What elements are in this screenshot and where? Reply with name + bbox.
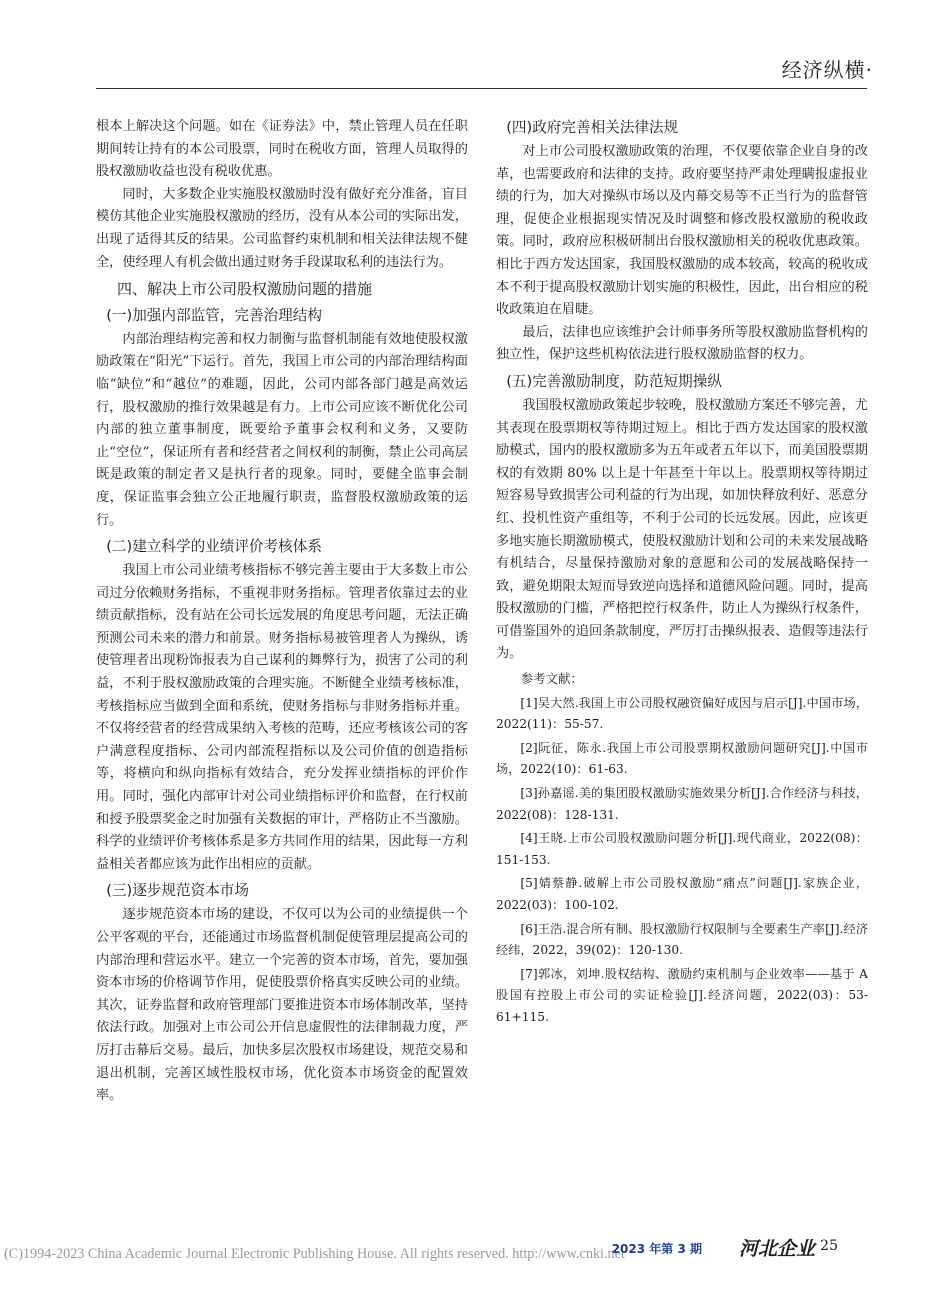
paragraph: 逐步规范资本市场的建设，不仅可以为公司的业绩提供一个公平客观的平台，还能通过市场监督机制促使管理层提高公司的内部治理和营运水平。建立一个完善的资本市场，首先，要加强资本市场的价格调节作用，促使股票价格真实反映公司的业绩。其次，证券监督和政府管理部门要推进资本市场体制改革，坚持依法行政。加强对上市公司公开信息虚假性的法律制裁力度，严厉打击幕后交易。最后，加快多层次股权市场建设，规范交易和退出机制，完善区域性股权市场，优化资本市场资金的配置效率。	[96, 907, 468, 1104]
issue-label	[612, 1240, 702, 1257]
section-heading: 四、解决上市公司股权激励问题的措施	[117, 280, 373, 299]
reference-item: [4]王晓.上市公司股权激励问题分析[J].现代商业，2022(08)：151-153.	[496, 831, 868, 867]
copyright-notice: (C)1994-2023 China Academic Journal Electronic Publishing House. All rights reserved. http://www.cnki.net	[4, 1246, 625, 1262]
subsection-heading: (一)加强内部监管，完善治理结构	[106, 306, 322, 324]
section-title: 经济纵横·	[781, 58, 873, 82]
page-number: 25	[820, 1238, 838, 1254]
paragraph: 我国股权激励政策起步较晚，股权激励方案还不够完善，尤其表现在股票期权等待期过短上。相比于西方发达国家的股权激励模式，国内的股权激励多为五年或者五年以下，而美国股票期权的有效期 80% 以上是十年甚至十年以上。股票期权等待期过短容易导致损害公司利益的行为出现，如加快释放利好、恶意分红、投机性资产重组等，不利于公司的长远发展。因此，应该更多地实施长期激励模式，使股权激励计划和公司的未来发展战略有机结合，尽量保持激励对象的意愿和公司的发展战略保持一致，避免期限太短而导致逆向选择和道德风险问题。同时，提高股权激励的门槛，严格把控行权条件，防止人为操纵行权条件，可借鉴国外的追回条款制度，严厉打击操纵报表、造假等违法行为。	[496, 397, 868, 662]
paragraph: 同时，大多数企业实施股权激励时没有做好充分准备，盲目模仿其他企业实施股权激励的经历，没有从本公司的实际出发，出现了适得其反的结果。公司监督约束机制和相关法律法规不健全，使经理人有机会做出通过财务手段谋取私利的违法行为。	[96, 186, 468, 270]
paragraph: 根本上解决这个问题。如在《证券法》中，禁止管理人员在任职期间转让持有的本公司股票，同时在税收方面，管理人员取得的股权激励收益也没有税收优惠。	[96, 119, 468, 180]
paragraph: 最后，法律也应该维护会计师事务所等股权激励监督机构的独立性，保护这些机构依法进行股权激励监督的权力。	[496, 324, 868, 363]
subsection-heading: (五)完善激励制度，防范短期操纵	[506, 372, 722, 390]
paragraph: 内部治理结构完善和权力制衡与监督机制能有效地使股权激励政策在“阳光”下运行。首先，我国上市公司的内部治理结构面临“缺位”和“越位”的难题，因此，公司内部各部门越是高效运行，股权激励的推行效果越是有力。上市公司应该不断优化公司内部的独立董事制度，既要给予董事会权利和义务，又要防止“空位”，保证所有者和经营者之间权利的制衡，禁止公司高层既是政策的制定者又是执行者的现象。同时，要健全监事会制度，保证监事会独立公正地履行职责，监督股权激励政策的运行。	[96, 331, 468, 528]
reference-item: [2]阮征，陈永.我国上市公司股票期权激励问题研究[J].中国市场，2022(10)：61-63.	[496, 740, 868, 777]
subsection-heading: (四)政府完善相关法律法规	[506, 119, 679, 136]
paragraph: 对上市公司股权激励政策的治理，不仅要依靠企业自身的改革，也需要政府和法律的支持。政府要坚持严肃处理瞒报虚报业绩的行为，加大对操纵市场以及内幕交易等不正当行为的监督管理，促使企业根据现实情况及时调整和修改股权激励的税收政策。同时，政府应积极研制出台股权激励相关的税收优惠政策。相比于西方发达国家，我国股权激励的成本较高，较高的税收成本不利于提高股权激励计划实施的积极性，因此，出台相应的税收政策迫在眉睫。	[496, 144, 868, 318]
paragraph: 我国上市公司业绩考核指标不够完善主要由于大多数上市公司过分依赖财务指标，不重视非财务指标。管理者依靠过去的业绩贡献指标，没有站在公司长远发展的角度思考问题，无法正确预测公司未来的潜力和前景。财务指标易被管理者人为操纵，诱使管理者出现粉饰报表为自己谋利的舞弊行为，损害了公司的利益，不利于股权激励政策的合理实施。不断健全业绩考核标准，考核指标应当做到全面和系统，使财务指标与非财务指标并重。不仅将经营者的经营成果纳入考核的范畴，还应考核该公司的客户满意程度指标、公司内部流程指标以及公司价值的创造指标等，将横向和纵向指标有效结合，充分发挥业绩指标的评价作用。同时，强化内部审计对公司业绩指标评价和监督，在行权前和授予股票奖金之时加强有关数据的审计，严格防止不当激励。科学的业绩评价考核体系是多方共同作用的结果，因此每一方利益相关者都应该为此作出相应的贡献。	[96, 563, 468, 872]
magazine-logo: 河北企业	[738, 1238, 815, 1260]
reference-item: [7]郭冰，刘坤.股权结构、激励约束机制与企业效率——基于 A 股国有控股上市公司的实证检验[J].经济问题，2022(03)：53-61+115.	[496, 966, 868, 1024]
subsection-heading: (三)逐步规范资本市场	[106, 882, 249, 900]
references-title: 参考文献：	[520, 671, 583, 687]
page-footer	[0, 1232, 950, 1272]
year-issue: 2023 年第 3 期	[611, 1242, 702, 1256]
right-column	[496, 116, 868, 1031]
subsection-heading: (二)建立科学的业绩评价考核体系	[106, 538, 322, 556]
left-column	[96, 116, 468, 1108]
reference-item: [5]婧蔡静.破解上市公司股权激励“痛点”问题[J].家族企业，2022(03)：100-102.	[496, 876, 868, 912]
reference-item: [1]吴大然.我国上市公司股权融资偏好成因与启示[J].中国市场，2022(11)：55-57.	[496, 695, 868, 732]
reference-item: [6]王浩.混合所有制、股权激励行权限制与全要素生产率[J].经济经纬，2022，39(02)：120-130.	[496, 921, 868, 958]
reference-item: [3]孙嘉谣.美的集团股权激励实施效果分析[J].合作经济与科技，2022(08)：128-131.	[496, 786, 868, 822]
page-header	[96, 48, 873, 89]
